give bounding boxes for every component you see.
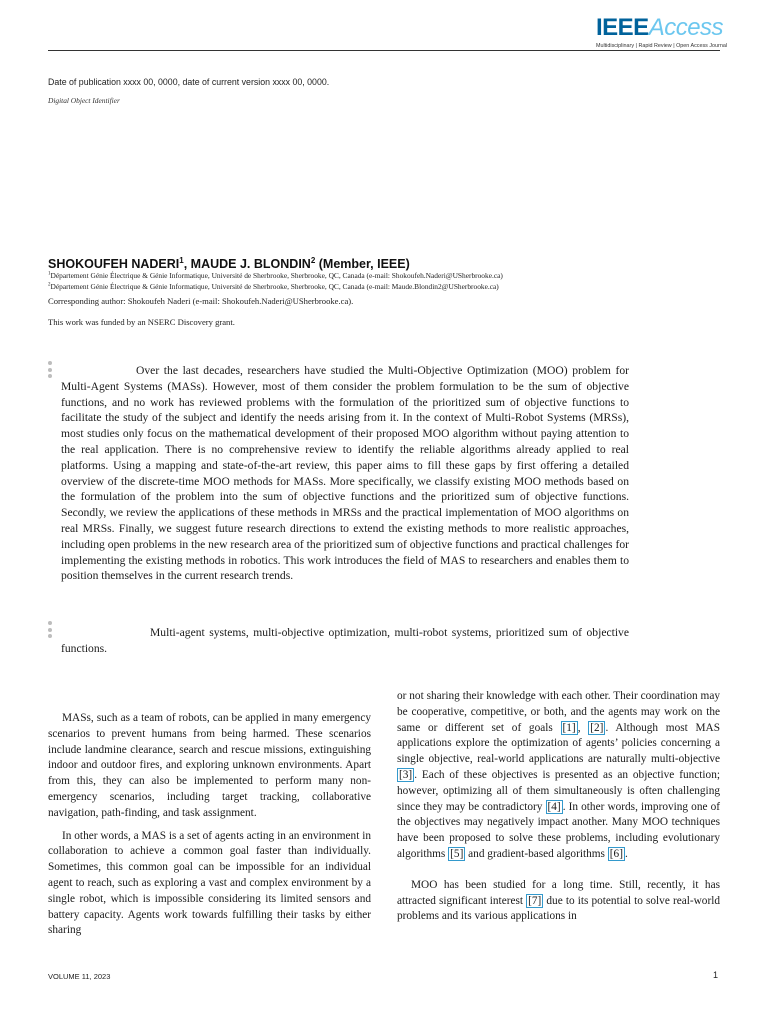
text-run: and gradient-based algorithms (465, 847, 608, 860)
text-run: . In other words, improving one of the objectives may negatively impact another. Many MOO techniques have been proposed to solve these problems, including evolutionary algorithms (397, 800, 720, 860)
funding-note: This work was funded by an NSERC Discovery grant. (48, 317, 235, 327)
publication-date-line: Date of publication xxxx 00, 0000, date of current version xxxx 00, 0000. (48, 77, 330, 87)
text-run: . (624, 847, 628, 860)
citation-link[interactable]: [1] (562, 721, 576, 734)
affiliation-2-text: Département Génie Électrique & Génie Informatique, Université de Sherbrooke, Sherbrooke, QC, Canada (e-mail: Maude.Blondin2@USherbrooke.ca) (50, 282, 499, 291)
citation-link[interactable]: [2] (590, 721, 604, 734)
text-run: , (577, 721, 589, 734)
author-1-name: SHOKOUFEH NADERI (48, 257, 180, 272)
author-1-affiliation-mark: 1 (179, 256, 184, 265)
intro-paragraph-2: In other words, a MAS is a set of agents acting in an environment in collaboration to achieve a common goal faster than individually. Sometimes, this common goal can be impossible for an individual agent to reach, such as exploring a vast and complex environment by a single robot, which is impossible considering its limited sensors and battery capacity. Agents work towards fulfilling their tasks by either sharing (48, 829, 371, 937)
doi-line: Digital Object Identifier (48, 96, 120, 105)
logo-access-text: Access (648, 14, 724, 41)
body-right-column (397, 689, 720, 925)
citation-link[interactable]: [5] (450, 847, 464, 860)
intro-paragraph-1: MASs, such as a team of robots, can be applied in many emergency scenarios to prevent humans from being harmed. These scenarios include landmine clearance, search and rescue missions, extinguishing indoor and outdoor fires, and exploring unknown environments. Apart from this, they can also be implemented to perform many non-emergency scenarios, including target tracking, collaborative navigation, path-finding, and task assignment. (48, 712, 371, 819)
affiliation-1 (48, 271, 503, 280)
author-separator: , (183, 257, 191, 272)
text-run: MOO has been studied for a long time. Still, recently, it has attracted significant interest (397, 878, 720, 907)
affiliation-1-text: Département Génie Électrique & Génie Informatique, Université de Sherbrooke, Sherbrooke, QC, Canada (e-mail: Shokoufeh.Naderi@USherbrooke.ca) (50, 271, 503, 280)
citation-link[interactable]: [3] (399, 768, 413, 781)
intro-paragraph-2-continued (397, 689, 720, 863)
ieee-access-logo (596, 14, 728, 49)
logo-tagline: Multidisciplinary | Rapid Review | Open Access Journal (596, 43, 728, 49)
text-run: . Although most MAS applications explore the optimization of agents’ policies concerning a single objective, real-world applications are naturally multi-objective (397, 721, 720, 766)
affiliation-1-mark: 1 (48, 271, 51, 277)
keywords-drag-handle-icon (48, 621, 54, 641)
citation-link[interactable]: [4] (547, 800, 561, 813)
author-2-name: MAUDE J. BLONDIN (190, 257, 311, 272)
corresponding-author: Corresponding author: Shokoufeh Naderi (e-mail: Shokoufeh.Naderi@USherbrooke.ca). (48, 296, 354, 306)
text-run: or not sharing their knowledge with each other. Their coordination may be cooperative, competitive, or both, and the agents may work on the same or different set of goals (397, 690, 720, 734)
text-run: due to its potential to solve real-world problems and its various applications in (397, 894, 720, 923)
author-line (48, 256, 410, 271)
footer-page-number: 1 (713, 970, 719, 980)
intro-paragraph-3 (397, 878, 720, 925)
header-divider (48, 50, 720, 51)
abstract-drag-handle-icon (48, 361, 54, 381)
author-2-affiliation-mark: 2 (310, 256, 316, 265)
affiliation-2-mark: 2 (48, 282, 51, 288)
keywords-text: Multi-agent systems, multi-objective optimization, multi-robot systems, prioritized sum of objective functions. (61, 626, 629, 655)
footer-volume: VOLUME 11, 2023 (48, 972, 111, 981)
keywords-paragraph (61, 625, 629, 657)
citation-link[interactable]: [6] (609, 847, 623, 860)
affiliation-2 (48, 282, 499, 291)
logo-ieee-text: IEEE (596, 14, 649, 41)
text-run: . Each of these objectives is presented as an objective function; however, optimizing all of them simultaneously is often challenging since they may be contradictory (397, 768, 720, 813)
abstract-text: Over the last decades, researchers have studied the Multi-Objective Optimization (MOO) problem for Multi-Agent Systems (MASs). However, most of them consider the problem formulation to be the sum of objective functions, and no work has reviewed problems with the formulation of the prioritized sum of objective functions to facilitate the study of the subject and identify the needs arising from it. In the context of Multi-Robot Systems (MRSs), most studies only focus on the mathematical development of their proposed MOO algorithm without paying attention to the real application. There is no comprehensive review to identify the reliable algorithms already applied to real platforms. Using a mapping and state-of-the-art review, this paper aims to fill these gaps by first offering a detailed overview of the discrete-time MOO methods for MASs. More specifically, we classify existing MOO methods based on the formulation of the problem into the sum of objective functions and the prioritized sum of objective functions. Secondly, we review the applications of these methods in MRSs and the practical implementation of MOO algorithms on real MRSs. Finally, we suggest future research directions to extend the existing methods to more realistic approaches, including open problems in the new research area of the prioritized sum of objective functions and practical challenges for implementing the existing methods in robotics. This work introduces the field of MAS to researchers and enables them to position themselves in the current research trends. (61, 364, 629, 583)
citation-link[interactable]: [7] (528, 894, 542, 907)
abstract-paragraph (61, 363, 629, 584)
body-left-column (48, 711, 371, 939)
author-2-membership: (Member, IEEE) (315, 257, 410, 272)
